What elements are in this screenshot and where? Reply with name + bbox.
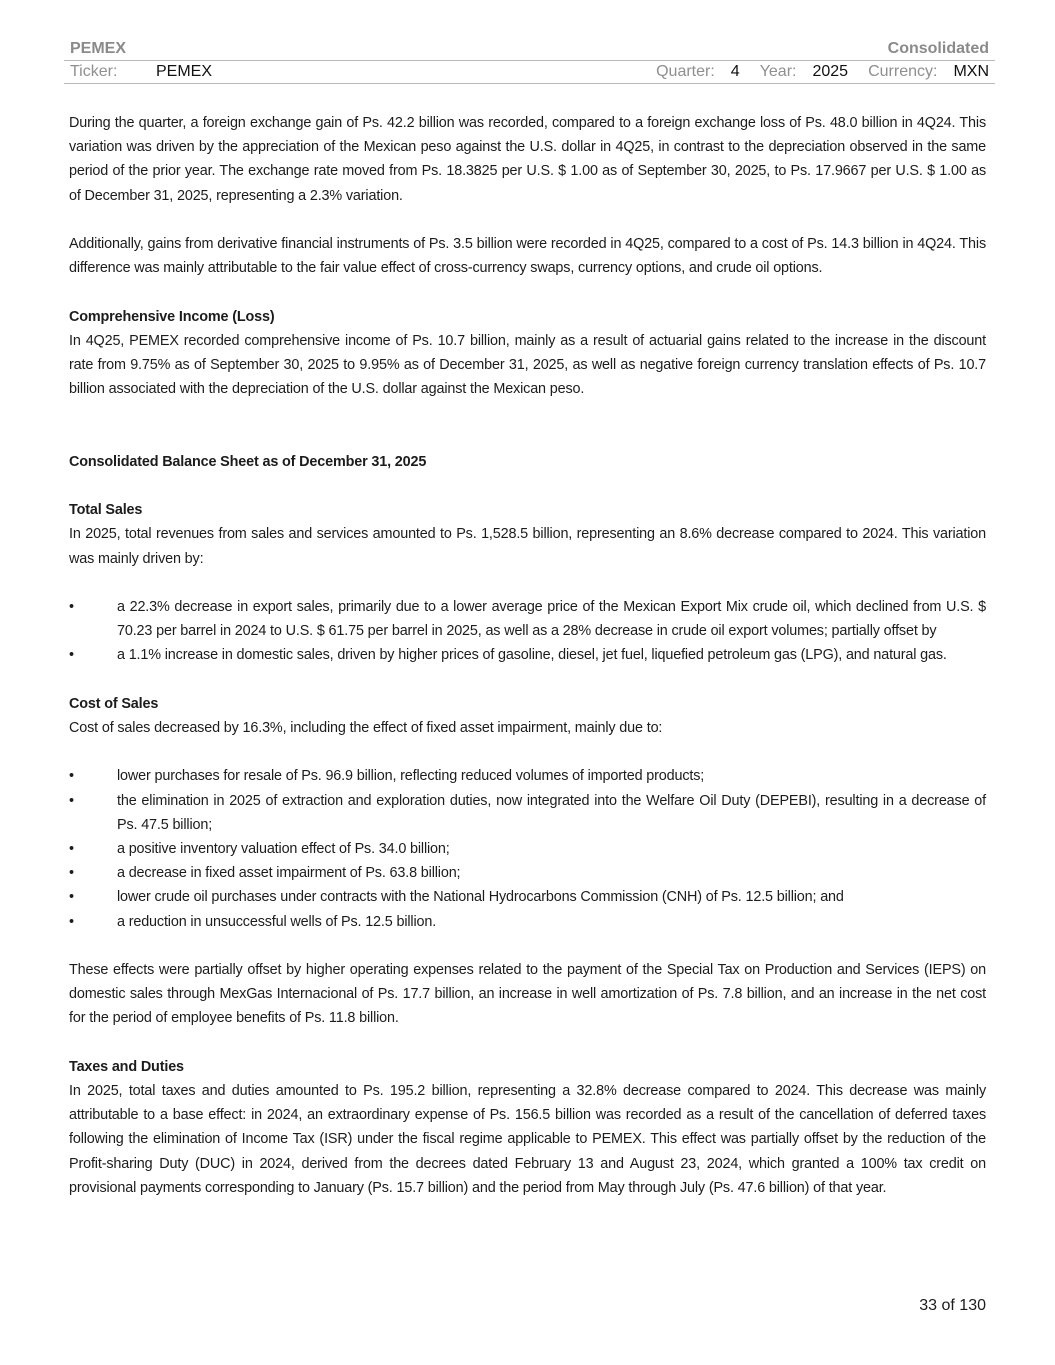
cost-of-sales-bullets <box>69 764 986 933</box>
list-item: • a decrease in fixed asset impairment of Ps. 63.8 billion; <box>69 861 986 885</box>
total-sales-text: In 2025, total revenues from sales and services amounted to Ps. 1,528.5 billion, representing an 8.6% decrease compared to 2024. This variation was mainly driven by: <box>69 526 986 567</box>
ticker-label: Ticker: <box>70 63 118 80</box>
currency-label: Currency: <box>868 63 938 80</box>
bullet-icon: • <box>69 840 74 857</box>
list-item: • a positive inventory valuation effect of Ps. 34.0 billion; <box>69 837 986 861</box>
cost-of-sales-text: Cost of sales decreased by 16.3%, including the effect of fixed asset impairment, mainly due to: <box>69 719 663 736</box>
year-value: 2025 <box>812 63 849 80</box>
page-number: 33 of 130 <box>919 1297 986 1314</box>
bullet-icon: • <box>69 768 74 785</box>
company-name: PEMEX <box>70 40 127 57</box>
list-item: • a 22.3% decrease in export sales, primarily due to a lower average price of the Mexican Export Mix crude oil, which declined from U.S. $ 70.23 per barrel in 2024 to U.S. $ 61.75 per barrel in 2025, as well as a 28% decrease in crude oil export volumes; partially offset by <box>69 595 986 643</box>
ticker-value: PEMEX <box>156 63 213 80</box>
bullet-icon: • <box>69 792 74 809</box>
balance-sheet-heading: Consolidated Balance Sheet as of December 31, 2025 <box>69 453 427 470</box>
bullet-icon: • <box>69 889 74 906</box>
list-item: • a reduction in unsuccessful wells of Ps. 12.5 billion. <box>69 910 986 934</box>
page-header <box>64 36 995 84</box>
fx-paragraph: During the quarter, a foreign exchange gain of Ps. 42.2 billion was recorded, compared to a foreign exchange loss of Ps. 48.0 billion in 4Q24. This variation was driven by the appreciation of the Mexican peso against the U.S. dollar in 4Q25, in contrast to the depreciation observed in the same period of the prior year. The exchange rate moved from Ps. 18.3825 per U.S. $ 1.00 as of September 30, 2025, to Ps. 17.9667 per U.S. $ 1.00 as of December 31, 2025, representing a 2.3% variation. <box>69 115 986 204</box>
quarter-label: Quarter: <box>656 63 715 80</box>
bullet-icon: • <box>69 865 74 882</box>
list-item: • lower crude oil purchases under contracts with the National Hydrocarbons Commission (CNH) of Ps. 12.5 billion; and <box>69 885 986 909</box>
list-item: • lower purchases for resale of Ps. 96.9 billion, reflecting reduced volumes of imported products; <box>69 764 986 788</box>
year-label: Year: <box>759 63 797 80</box>
bullet-icon: • <box>69 598 74 615</box>
quarter-value: 4 <box>730 63 740 80</box>
derivatives-paragraph: Additionally, gains from derivative financial instruments of Ps. 3.5 billion were recorded in 4Q25, compared to a cost of Ps. 14.3 billion in 4Q24. This difference was mainly attributable to the fair value effect of cross-currency swaps, currency options, and crude oil options. <box>69 236 986 277</box>
cost-of-sales-heading: Cost of Sales <box>69 695 159 712</box>
taxes-duties-text: In 2025, total taxes and duties amounted to Ps. 195.2 billion, representing a 32.8% decrease compared to 2024. This decrease was mainly attributable to a base effect: in 2024, an extraordinary expense of Ps. 156.5 billion was recorded as a result of the cancellation of deferred taxes following the elimination of Income Tax (ISR) under the fiscal regime applicable to PEMEX. This effect was partially offset by the reduction of the Profit-sharing Duty (DUC) in 2024, derived from the decrees dated February 13 and August 23, 2024, which granted a 100% tax credit on provisional payments corresponding to January (Ps. 15.7 billion) and the period from May through July (Ps. 47.6 billion) of that year. <box>69 1082 986 1196</box>
report-type: Consolidated <box>887 40 989 57</box>
header-title-row <box>64 36 995 61</box>
cost-of-sales-offset-text: These effects were partially offset by higher operating expenses related to the payment of the Special Tax on Production and Services (IEPS) on domestic sales through MexGas Internacional of Ps. 17.7 billion, an increase in well amortization of Ps. 7.8 billion, and an increase in the net cost for the period of employee benefits of Ps. 11.8 billion. <box>69 961 986 1027</box>
header-meta-row <box>64 61 995 84</box>
document-body <box>69 111 986 1200</box>
header-period-info <box>656 63 989 81</box>
taxes-duties-heading: Taxes and Duties <box>69 1058 184 1075</box>
currency-value: MXN <box>953 63 989 80</box>
bullet-icon: • <box>69 647 74 664</box>
list-item: • a 1.1% increase in domestic sales, driven by higher prices of gasoline, diesel, jet fuel, liquefied petroleum gas (LPG), and natural gas. <box>69 643 986 667</box>
list-item: • the elimination in 2025 of extraction and exploration duties, now integrated into the Welfare Oil Duty (DEPEBI), resulting in a decrease of Ps. 47.5 billion; <box>69 789 986 837</box>
total-sales-bullets <box>69 595 986 668</box>
comprehensive-income-text: In 4Q25, PEMEX recorded comprehensive income of Ps. 10.7 billion, mainly as a result of actuarial gains related to the increase in the discount rate from 9.75% as of September 30, 2025 to 9.95% as of December 31, 2025, as well as negative foreign currency translation effects of Ps. 10.7 billion associated with the depreciation of the U.S. dollar against the Mexican peso. <box>69 332 986 398</box>
comprehensive-income-heading: Comprehensive Income (Loss) <box>69 308 275 325</box>
bullet-icon: • <box>69 913 74 930</box>
total-sales-heading: Total Sales <box>69 502 143 519</box>
